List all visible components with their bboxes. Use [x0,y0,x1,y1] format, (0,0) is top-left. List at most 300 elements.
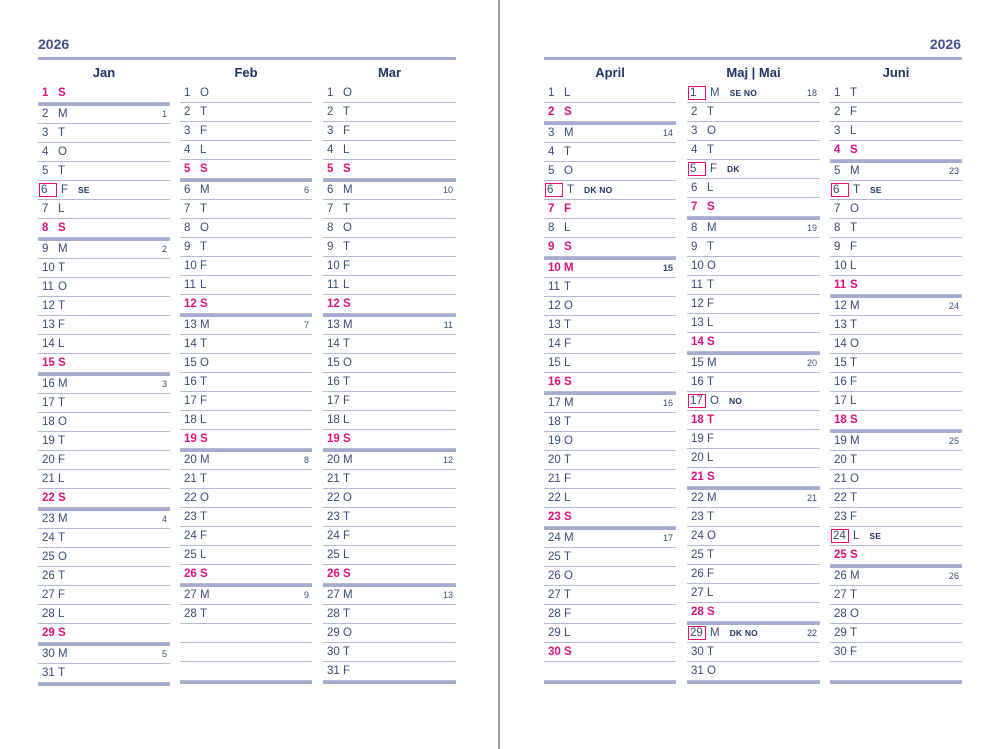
day-row[interactable] [830,103,962,122]
weekday-letter: S [343,163,351,175]
day-row[interactable] [687,430,820,449]
day-row[interactable] [323,584,456,605]
day-row[interactable] [38,470,170,489]
day-row[interactable] [544,219,676,238]
weekday-letter: O [564,300,573,312]
day-row[interactable] [180,84,312,103]
weekday-letter: T [850,454,858,466]
day-row[interactable] [544,257,676,278]
weekday-letter: T [850,627,858,639]
weekday-letter: F [850,241,858,253]
day-row[interactable] [544,470,676,489]
date-number: 23 [42,513,55,525]
weekday-letter: S [707,336,715,348]
date-number: 21 [42,473,55,485]
date-number: 21 [327,473,340,485]
day-row[interactable] [544,181,676,200]
date-number: 5 [834,165,841,177]
day-row[interactable] [323,335,456,354]
weekday-letter: M [707,492,717,504]
day-row[interactable] [323,411,456,430]
day-row[interactable] [830,354,962,373]
day-row[interactable] [323,470,456,489]
date-number: 9 [834,241,841,253]
day-row[interactable] [323,392,456,411]
weekday-letter: L [850,260,857,272]
day-row[interactable] [544,527,676,548]
weekday-letter: M [58,108,68,120]
day-row[interactable] [830,84,962,103]
day-row[interactable] [830,122,962,141]
day-row[interactable] [38,508,170,529]
weekday-letter: F [200,125,208,137]
day-row[interactable] [38,548,170,567]
weekday-letter: T [58,300,66,312]
day-row[interactable] [830,565,962,586]
day-row[interactable] [180,449,312,470]
date-number: 22 [834,492,847,504]
day-row[interactable] [687,141,820,160]
weekday-letter: F [850,511,858,523]
date-number: 26 [327,568,340,580]
day-row[interactable] [544,238,676,257]
month-column [323,61,456,684]
day-row[interactable] [323,527,456,546]
day-row[interactable] [544,586,676,605]
day-row[interactable] [323,373,456,392]
weekday-letter: M [850,300,860,312]
day-row[interactable] [38,162,170,181]
day-row[interactable] [323,103,456,122]
weekday-letter: L [343,279,350,291]
day-row[interactable] [544,624,676,643]
weekday-letter: F [707,433,715,445]
day-row[interactable] [180,392,312,411]
day-row[interactable] [180,257,312,276]
day-row[interactable] [323,354,456,373]
day-row[interactable] [38,567,170,586]
day-row[interactable] [323,489,456,508]
date-number: 19 [184,433,197,445]
date-number: 1 [834,87,841,99]
day-row[interactable] [687,662,820,681]
day-row[interactable] [830,605,962,624]
day-row[interactable] [180,470,312,489]
day-row[interactable] [687,622,820,643]
weekday-letter: L [343,549,350,561]
day-row[interactable] [180,103,312,122]
weekday-letter: M [850,435,860,447]
day-row[interactable] [323,219,456,238]
day-row[interactable] [687,217,820,238]
date-number: 3 [42,127,49,139]
weekday-letter: T [343,106,351,118]
day-row[interactable] [687,179,820,198]
weekday-letter: F [200,530,208,542]
day-row[interactable] [180,354,312,373]
date-number: 13 [184,319,197,331]
date-number: 15 [327,357,340,369]
date-number: 10 [548,262,561,274]
day-row[interactable] [38,451,170,470]
day-row[interactable] [38,489,170,508]
day-row[interactable] [323,179,456,200]
holiday-country-codes: SE NO [729,88,758,98]
day-row[interactable] [687,565,820,584]
day-row[interactable] [323,314,456,335]
date-number: 26 [548,570,561,582]
empty-row [544,662,676,681]
day-row[interactable] [38,84,170,103]
weekday-letter: T [567,184,575,196]
day-row[interactable] [544,567,676,586]
day-row[interactable] [687,238,820,257]
weekday-letter: T [707,646,715,658]
day-row[interactable] [38,624,170,643]
weekday-letter: O [710,395,719,407]
holiday-date-number: 6 [39,183,57,197]
weekday-letter: L [58,203,65,215]
day-row[interactable] [687,276,820,295]
date-number: 2 [834,106,841,118]
day-row[interactable] [544,200,676,219]
day-row[interactable] [38,586,170,605]
weekday-letter: T [200,608,208,620]
date-number: 4 [327,144,334,156]
day-row[interactable] [38,335,170,354]
holiday-date-number: 6 [831,183,849,197]
weekday-letter: M [58,648,68,660]
day-row[interactable] [38,432,170,451]
day-row[interactable] [38,200,170,219]
day-row[interactable] [687,643,820,662]
day-row[interactable] [830,295,962,316]
day-row[interactable] [180,489,312,508]
day-row[interactable] [830,489,962,508]
weekday-letter: O [58,416,67,428]
day-row[interactable] [180,295,312,314]
weekday-letter: L [200,414,207,426]
weekday-letter: T [343,608,351,620]
day-row[interactable] [830,451,962,470]
day-row[interactable] [687,527,820,546]
day-row[interactable] [544,335,676,354]
day-row[interactable] [830,316,962,335]
day-row[interactable] [687,122,820,141]
weekday-letter: L [707,182,714,194]
day-row[interactable] [687,468,820,487]
day-row[interactable] [180,276,312,295]
week-number: 9 [303,590,309,600]
day-row[interactable] [38,316,170,335]
day-row[interactable] [687,103,820,122]
date-number: 3 [327,125,334,137]
date-number: 27 [548,589,561,601]
day-row[interactable] [323,430,456,449]
weekday-letter: S [850,549,858,561]
day-row[interactable] [687,352,820,373]
weekday-letter: S [564,376,572,388]
day-row[interactable] [544,162,676,181]
date-number: 5 [327,163,334,175]
date-number: 8 [834,222,841,234]
day-row[interactable] [323,84,456,103]
day-row[interactable] [830,141,962,160]
weekday-letter: F [343,260,351,272]
day-row[interactable] [830,546,962,565]
day-row[interactable] [544,143,676,162]
day-row[interactable] [323,565,456,584]
date-number: 22 [327,492,340,504]
date-number: 7 [834,203,841,215]
day-row[interactable] [38,373,170,394]
weekday-letter: S [564,106,572,118]
date-number: 13 [834,319,847,331]
day-row[interactable] [180,219,312,238]
date-number: 12 [327,298,340,310]
day-row[interactable] [323,624,456,643]
day-row[interactable] [544,643,676,662]
day-row[interactable] [544,278,676,297]
week-number: 5 [161,649,167,659]
day-row[interactable] [687,314,820,333]
day-row[interactable] [323,276,456,295]
day-row[interactable] [180,141,312,160]
day-row[interactable] [544,122,676,143]
day-row[interactable] [38,278,170,297]
week-number: 23 [948,166,959,176]
weekday-letter: M [707,357,717,369]
day-row[interactable] [38,413,170,432]
day-row[interactable] [323,122,456,141]
day-row[interactable] [180,335,312,354]
day-row[interactable] [544,451,676,470]
day-row[interactable] [830,411,962,430]
holiday-date-number: 1 [688,86,706,100]
day-row[interactable] [544,297,676,316]
day-row[interactable] [544,103,676,122]
day-row[interactable] [830,181,962,200]
day-row[interactable] [180,565,312,584]
weekday-letter: T [707,106,715,118]
weekday-letter: T [850,87,858,99]
day-row[interactable] [830,219,962,238]
day-row[interactable] [180,122,312,141]
holiday-country-codes: NO [728,396,743,406]
day-row[interactable] [38,181,170,200]
day-row[interactable] [323,508,456,527]
day-row[interactable] [687,584,820,603]
day-row[interactable] [38,394,170,413]
date-number: 17 [327,395,340,407]
weekday-letter: M [710,87,720,99]
day-row[interactable] [830,335,962,354]
day-row[interactable] [830,238,962,257]
day-row[interactable] [830,508,962,527]
day-row[interactable] [544,354,676,373]
day-row[interactable] [38,124,170,143]
weekday-letter: F [61,184,69,196]
month-column [180,61,312,684]
day-row[interactable] [323,546,456,565]
weekday-letter: M [707,222,717,234]
weekday-letter: M [564,262,574,274]
day-row[interactable] [38,297,170,316]
weekday-letter: O [343,357,352,369]
day-row[interactable] [180,430,312,449]
day-row[interactable] [38,643,170,664]
day-row[interactable] [830,643,962,662]
day-row[interactable] [180,179,312,200]
day-row[interactable] [323,605,456,624]
weekday-letter: M [58,243,68,255]
day-row[interactable] [180,508,312,527]
date-number: 11 [834,279,847,291]
day-row[interactable] [687,198,820,217]
day-row[interactable] [544,508,676,527]
day-row[interactable] [830,624,962,643]
weekday-letter: L [853,530,860,542]
day-row[interactable] [830,200,962,219]
weekday-letter: O [343,222,352,234]
day-row[interactable] [180,238,312,257]
day-row[interactable] [687,508,820,527]
date-number: 18 [834,414,847,426]
day-row[interactable] [544,316,676,335]
day-row[interactable] [544,373,676,392]
weekday-letter: T [343,511,351,523]
date-number: 26 [691,568,704,580]
day-row[interactable] [830,527,962,546]
day-row[interactable] [323,662,456,681]
weekday-letter: O [200,222,209,234]
day-row[interactable] [38,664,170,683]
left-page [0,0,497,749]
date-number: 30 [548,646,561,658]
day-row[interactable] [687,392,820,411]
day-row[interactable] [687,373,820,392]
day-row[interactable] [38,219,170,238]
day-row[interactable] [830,392,962,411]
day-row[interactable] [323,238,456,257]
day-row[interactable] [323,295,456,314]
date-number: 18 [42,416,55,428]
day-row[interactable] [544,489,676,508]
day-row[interactable] [544,548,676,567]
day-row[interactable] [830,586,962,605]
day-row[interactable] [180,605,312,624]
day-row[interactable] [687,333,820,352]
day-row[interactable] [544,432,676,451]
date-number: 18 [548,416,561,428]
date-number: 12 [834,300,847,312]
day-row[interactable] [180,373,312,392]
day-row[interactable] [687,257,820,276]
weekday-letter: T [850,319,858,331]
weekday-letter: L [564,222,571,234]
day-row[interactable] [544,413,676,432]
day-row[interactable] [830,257,962,276]
day-row[interactable] [830,160,962,181]
date-number: 15 [548,357,561,369]
day-row[interactable] [544,84,676,103]
date-number: 1 [42,87,49,99]
day-row[interactable] [544,605,676,624]
day-row[interactable] [323,257,456,276]
day-row[interactable] [38,605,170,624]
day-row[interactable] [180,584,312,605]
day-row[interactable] [323,643,456,662]
day-row[interactable] [544,392,676,413]
day-row[interactable] [687,603,820,622]
week-number: 12 [442,455,453,465]
weekday-letter: M [850,165,860,177]
date-number: 14 [548,338,561,350]
weekday-letter: F [564,338,572,350]
day-row[interactable] [687,487,820,508]
day-row[interactable] [180,411,312,430]
day-row[interactable] [180,314,312,335]
day-row[interactable] [38,259,170,278]
right-page [502,0,999,749]
day-row[interactable] [180,546,312,565]
day-row[interactable] [687,160,820,179]
week-number: 15 [662,263,673,273]
day-row[interactable] [180,200,312,219]
day-row[interactable] [38,529,170,548]
day-row[interactable] [687,295,820,314]
weekday-letter: O [343,492,352,504]
date-number: 9 [42,243,49,255]
weekday-letter: O [707,260,716,272]
day-row[interactable] [830,276,962,295]
weekday-letter: M [564,397,574,409]
day-row[interactable] [323,449,456,470]
day-row[interactable] [830,373,962,392]
date-number: 9 [691,241,698,253]
date-number: 6 [691,182,698,194]
day-row[interactable] [830,470,962,489]
weekday-letter: T [707,549,715,561]
day-row[interactable] [830,430,962,451]
day-row[interactable] [38,143,170,162]
date-number: 14 [42,338,55,350]
day-row[interactable] [687,84,820,103]
week-number: 16 [662,398,673,408]
weekday-letter: T [58,397,66,409]
day-row[interactable] [323,141,456,160]
day-row[interactable] [38,238,170,259]
date-number: 2 [548,106,555,118]
day-row[interactable] [180,160,312,179]
weekday-letter: F [850,646,858,658]
day-row[interactable] [180,527,312,546]
day-row[interactable] [687,546,820,565]
holiday-date-number: 24 [831,529,849,543]
weekday-letter: T [200,338,208,350]
day-row[interactable] [38,103,170,124]
day-row[interactable] [687,449,820,468]
day-row[interactable] [323,200,456,219]
weekday-letter: O [343,87,352,99]
month-header: Feb [234,65,258,80]
day-row[interactable] [323,160,456,179]
column-bottom-rule [38,683,170,686]
day-row[interactable] [687,411,820,430]
weekday-letter: S [58,492,66,504]
weekday-letter: S [850,279,858,291]
day-row[interactable] [38,354,170,373]
